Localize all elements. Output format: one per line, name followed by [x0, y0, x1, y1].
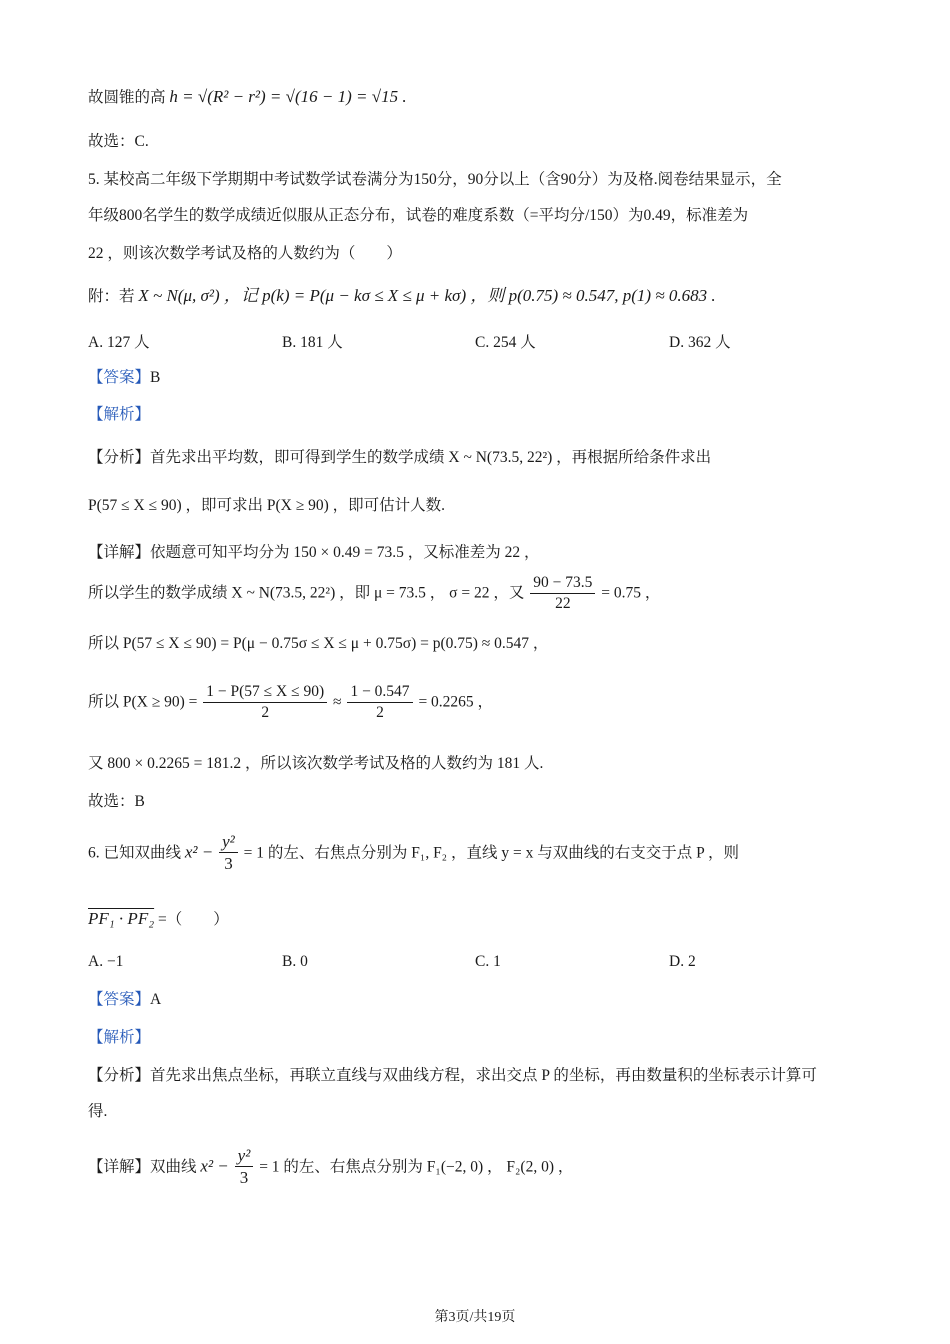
q5-conclusion: 故选：B	[88, 793, 145, 810]
q5-stem-line-2: 年级800名学生的数学成绩近似服从正态分布，试卷的难度系数（=平均分/150）为0.49，标准差为	[88, 207, 749, 224]
q5-option-a: A. 127 人	[88, 334, 150, 351]
fraction-probability-2: $\frac{1 - 0.547}{2}$	[347, 683, 412, 723]
q5-stem-line-3: 22 ，则该次数学考试及格的人数约为（ ）	[88, 245, 402, 262]
q6-answer: 【答案】A	[88, 991, 162, 1008]
q5-fenxi-line-1: 【分析】首先求出平均数，即可得到学生的数学成绩 X ~ N(73.5, 22²) ，再根据所给条件求出	[88, 449, 712, 466]
q5-xiangjie-line-5: 又 800 × 0.2265 = 181.2 ，所以该次数学考试及格的人数约为 181 人.	[88, 755, 544, 772]
fraction-hyperbola-detail: $\frac{\text{y²}}{3}$	[235, 1146, 254, 1189]
q5-answer: 【答案】B	[88, 369, 161, 386]
line-cone-height: 故圆锥的高 h = √(R² − r²) = √(16 − 1) = √15 .	[88, 87, 407, 106]
q5-stem-line-1: 5. 某校高二年级下学期期中考试数学试卷满分为150分，90分以上（含90分）为及格.阅卷结果显示，全	[88, 171, 782, 188]
q5-option-d: D. 362 人	[669, 334, 731, 351]
q5-option-b: B. 181 人	[282, 334, 343, 351]
q5-analysis-heading: 【解析】	[88, 406, 151, 423]
q6-analysis-heading: 【解析】	[88, 1029, 151, 1046]
q6-xiangjie-line-1: 【详解】双曲线 x² − $\frac{\text{y²}}{3}$ = 1 的左、右焦点分别为 F₁(−2, 0) ， F₂(2, 0) ，	[88, 1146, 870, 1189]
q5-option-c: C. 254 人	[475, 334, 536, 351]
q6-option-d: D. 2	[669, 953, 696, 970]
q5-note: 附：若 X ~ N(μ, σ²) ，记 p(k) = P(μ − kσ ≤ X ≤ μ + kσ) ，则 p(0.75) ≈ 0.547, p(1) ≈ 0.683 .	[88, 286, 716, 305]
fraction-hyperbola: $\frac{\text{y²}}{3}$	[219, 832, 238, 875]
q6-option-b: B. 0	[282, 953, 308, 970]
fraction-z-score: $\frac{90 - 73.5}{22}$	[530, 574, 595, 614]
q5-xiangjie-line-1: 【详解】依题意可知平均分为 150 × 0.49 = 73.5 ，又标准差为 22 ，	[88, 544, 540, 561]
q5-xiangjie-line-2: 所以学生的数学成绩 X ~ N(73.5, 22²) ，即 μ = 73.5 ， σ = 22 ，又 $\frac{90 - 73.5}{22}$ = 0.75 ，	[88, 574, 870, 614]
conclusion-q4: 故选：C.	[88, 133, 149, 150]
q5-xiangjie-line-3: 所以 P(57 ≤ X ≤ 90) = P(μ − 0.75σ ≤ X ≤ μ + 0.75σ) = p(0.75) ≈ 0.547 ，	[88, 635, 549, 652]
q6-fenxi-line-1: 【分析】首先求出焦点坐标，再联立直线与双曲线方程，求出交点 P 的坐标，再由数量积的坐标表示计算可	[88, 1067, 817, 1084]
q6-stem-line-1: 6. 已知双曲线 x² − $\frac{\text{y²}}{3}$ = 1 的左、右焦点分别为 F₁, F₂ ，直线 y = x 与双曲线的右支交于点 P ，则	[88, 832, 870, 875]
q5-xiangjie-line-4: 所以 P(X ≥ 90) = $\frac{1 - P(57 \le X \le 90)}{2}$ ≈ $\frac{1 - 0.547}{2}$ = 0.2265 ，	[88, 683, 870, 723]
cone-height-formula: h = √(R² − r²) = √(16 − 1) = √15 .	[169, 87, 407, 106]
vector-dot-product: PF₁ · PF₂	[88, 909, 155, 928]
page-footer: 第3页/共19页	[434, 1310, 516, 1325]
fraction-probability-1: $\frac{1 - P(57 \le X \le 90)}{2}$	[203, 683, 327, 723]
q6-stem-line-2: PF₁ · PF₂ =（ ）	[88, 909, 229, 928]
q6-option-a: A. −1	[88, 953, 124, 970]
q6-option-c: C. 1	[475, 953, 501, 970]
q5-fenxi-line-2: P(57 ≤ X ≤ 90) ，即可求出 P(X ≥ 90) ，即可估计人数.	[88, 497, 446, 514]
q6-fenxi-line-2: 得.	[88, 1103, 108, 1120]
